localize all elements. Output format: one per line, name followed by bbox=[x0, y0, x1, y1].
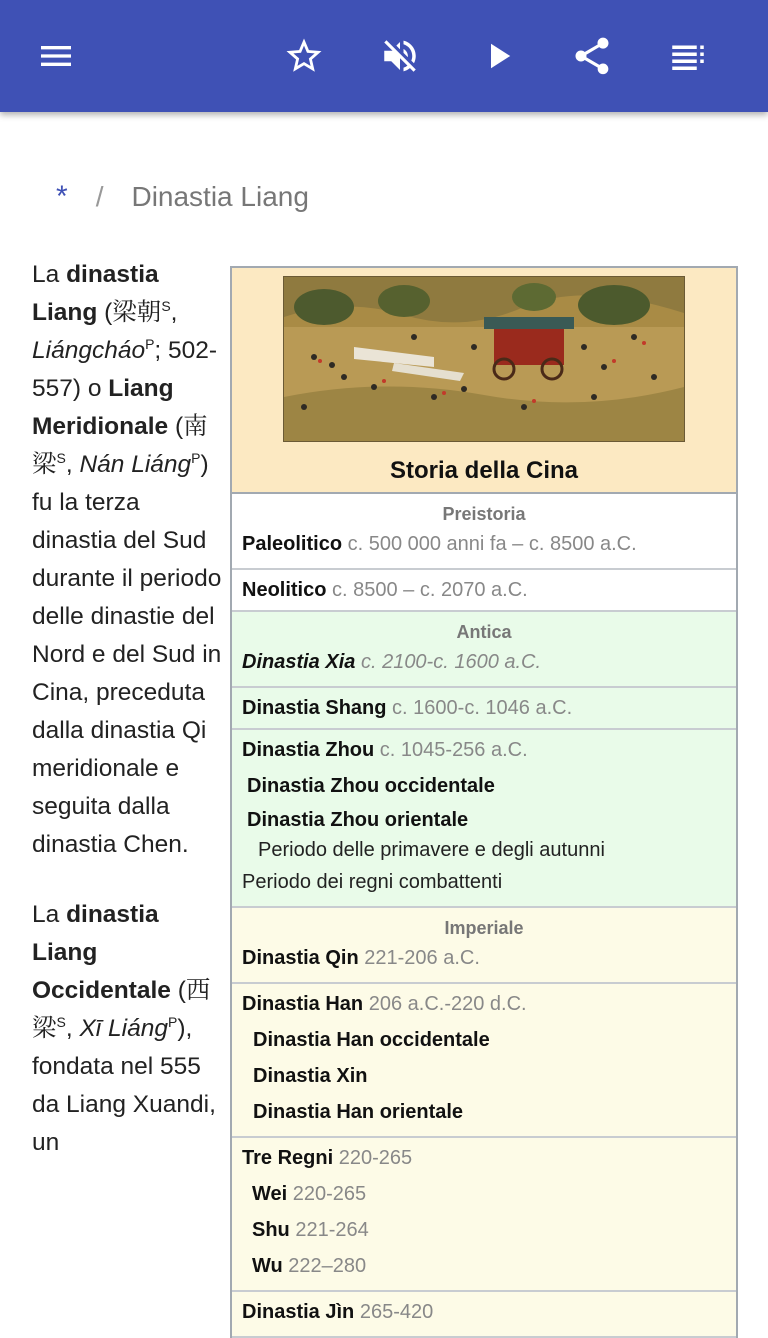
text: ), fondata nel 555 da Liang Xuandi, un bbox=[32, 1015, 216, 1156]
superscript[interactable]: S bbox=[56, 449, 66, 466]
section-neolitico bbox=[232, 570, 736, 612]
paragraph-2 bbox=[32, 896, 222, 1162]
sub-period-han-orientale[interactable]: Dinastia Han orientale bbox=[253, 1101, 464, 1123]
section-heading: Preistoria bbox=[442, 504, 526, 524]
section-heading: Imperiale bbox=[444, 918, 524, 938]
kingdom-name[interactable]: Shu bbox=[252, 1219, 290, 1241]
period-date: c. 500 000 anni fa – c. 8500 a.C. bbox=[347, 533, 637, 555]
text: La bbox=[32, 901, 67, 928]
superscript[interactable]: P bbox=[191, 449, 201, 466]
period-date: c. 1600-c. 1046 a.C. bbox=[392, 697, 573, 719]
superscript[interactable]: S bbox=[56, 1013, 66, 1030]
infobox bbox=[230, 266, 738, 1338]
period-row[interactable] bbox=[242, 732, 726, 768]
period-date: 221-206 a.C. bbox=[364, 947, 480, 969]
sub-period-han-occidentale[interactable]: Dinastia Han occidentale bbox=[253, 1029, 490, 1051]
kingdom-row[interactable] bbox=[242, 1176, 726, 1212]
period-date: c. 1045-256 a.C. bbox=[379, 739, 528, 761]
period-date: c. 8500 – c. 2070 a.C. bbox=[332, 579, 528, 601]
bold-term: dinastia Liang Occidentale bbox=[32, 901, 171, 1004]
section-tre-regni bbox=[232, 1138, 736, 1292]
period-row[interactable] bbox=[242, 940, 726, 976]
period-name[interactable]: Dinastia Shang bbox=[242, 697, 387, 719]
italic-term: Xī Liáng bbox=[79, 1015, 169, 1042]
sub-period-zhou-orientale[interactable]: Dinastia Zhou orientale bbox=[247, 809, 469, 831]
sub-period-primavere-autunni[interactable]: Periodo delle primavere e degli autunni bbox=[258, 839, 605, 861]
section-preistoria bbox=[232, 494, 736, 570]
article-body bbox=[32, 256, 222, 1194]
period-row[interactable] bbox=[242, 526, 726, 562]
section-zhou bbox=[232, 730, 736, 908]
paragraph-1 bbox=[32, 256, 222, 864]
section-han bbox=[232, 984, 736, 1138]
italic-term: Liángcháo bbox=[32, 337, 146, 364]
period-name[interactable]: Dinastia Zhou bbox=[242, 739, 375, 761]
section-heading: Antica bbox=[456, 622, 512, 642]
text: , bbox=[65, 451, 80, 478]
kingdom-date: 221-264 bbox=[295, 1219, 369, 1241]
kingdom-row[interactable] bbox=[242, 1212, 726, 1248]
period-date: 220-265 bbox=[338, 1147, 413, 1169]
sub-period-zhou-occidentale[interactable]: Dinastia Zhou occidentale bbox=[247, 775, 495, 797]
text: ; 502-557) o bbox=[32, 337, 218, 402]
playlist-icon[interactable] bbox=[660, 28, 716, 84]
infobox-title: Storia della Cina bbox=[389, 457, 579, 484]
period-name[interactable]: Tre Regni bbox=[242, 1147, 334, 1169]
breadcrumb-current: Dinastia Liang bbox=[131, 181, 309, 212]
period-name[interactable]: Neolitico bbox=[242, 579, 327, 601]
app-bar bbox=[0, 0, 768, 112]
text: (南梁 bbox=[32, 413, 208, 478]
volume-off-icon[interactable] bbox=[372, 28, 428, 84]
kingdom-date: 222–280 bbox=[288, 1255, 367, 1277]
breadcrumb bbox=[56, 180, 309, 214]
period-name[interactable]: Dinastia Jìn bbox=[242, 1301, 355, 1323]
superscript[interactable]: P bbox=[145, 335, 155, 352]
bold-term: dinastia Liang bbox=[32, 261, 159, 326]
bold-term: Liang Meridionale bbox=[32, 375, 174, 440]
section-jin bbox=[232, 1292, 736, 1338]
kingdom-name[interactable]: Wei bbox=[252, 1183, 288, 1205]
period-name[interactable]: Dinastia Han bbox=[242, 993, 364, 1015]
period-name[interactable]: Dinastia Qin bbox=[242, 947, 359, 969]
sub-period-regni-combattenti[interactable]: Periodo dei regni combattenti bbox=[242, 871, 503, 893]
text: , bbox=[170, 299, 178, 326]
section-shang bbox=[232, 688, 736, 730]
superscript[interactable]: S bbox=[161, 297, 171, 314]
breadcrumb-separator: / bbox=[95, 181, 104, 212]
menu-icon[interactable] bbox=[28, 28, 84, 84]
text: La bbox=[32, 261, 67, 288]
kingdom-date: 220-265 bbox=[292, 1183, 367, 1205]
text: (梁朝 bbox=[97, 299, 162, 326]
period-row[interactable] bbox=[242, 644, 726, 680]
period-name[interactable]: Paleolitico bbox=[242, 533, 343, 555]
text: , bbox=[65, 1015, 80, 1042]
text: (西梁 bbox=[32, 977, 211, 1042]
period-name[interactable]: Dinastia Xia bbox=[242, 651, 356, 673]
breadcrumb-home-link[interactable]: * bbox=[56, 180, 68, 213]
star-outline-icon[interactable] bbox=[276, 28, 332, 84]
italic-term: Nán Liáng bbox=[79, 451, 192, 478]
section-imperiale bbox=[232, 908, 736, 984]
infobox-header bbox=[232, 268, 736, 494]
share-icon[interactable] bbox=[564, 28, 620, 84]
period-date: c. 2100-c. 1600 a.C. bbox=[360, 651, 542, 673]
text: ) fu la terza dinastia del Sud durante il periodo delle dinastie del Nord e del Sud in Cina, preceduta dalla dinastia Qi meridionale e seguita dalla dinastia Chen. bbox=[32, 451, 222, 858]
period-row[interactable] bbox=[242, 572, 726, 608]
superscript[interactable]: P bbox=[168, 1013, 178, 1030]
sub-period-xin[interactable]: Dinastia Xin bbox=[253, 1065, 368, 1087]
period-row[interactable] bbox=[242, 690, 726, 726]
play-icon[interactable] bbox=[470, 28, 526, 84]
period-row[interactable] bbox=[242, 1140, 726, 1176]
painting-image[interactable] bbox=[283, 276, 685, 442]
period-row[interactable] bbox=[242, 986, 726, 1022]
period-date: 206 a.C.-220 d.C. bbox=[368, 993, 527, 1015]
kingdom-name[interactable]: Wu bbox=[252, 1255, 283, 1277]
period-date: 265-420 bbox=[359, 1301, 434, 1323]
section-antica bbox=[232, 612, 736, 688]
kingdom-row[interactable] bbox=[242, 1248, 726, 1284]
period-row[interactable] bbox=[242, 1294, 726, 1330]
